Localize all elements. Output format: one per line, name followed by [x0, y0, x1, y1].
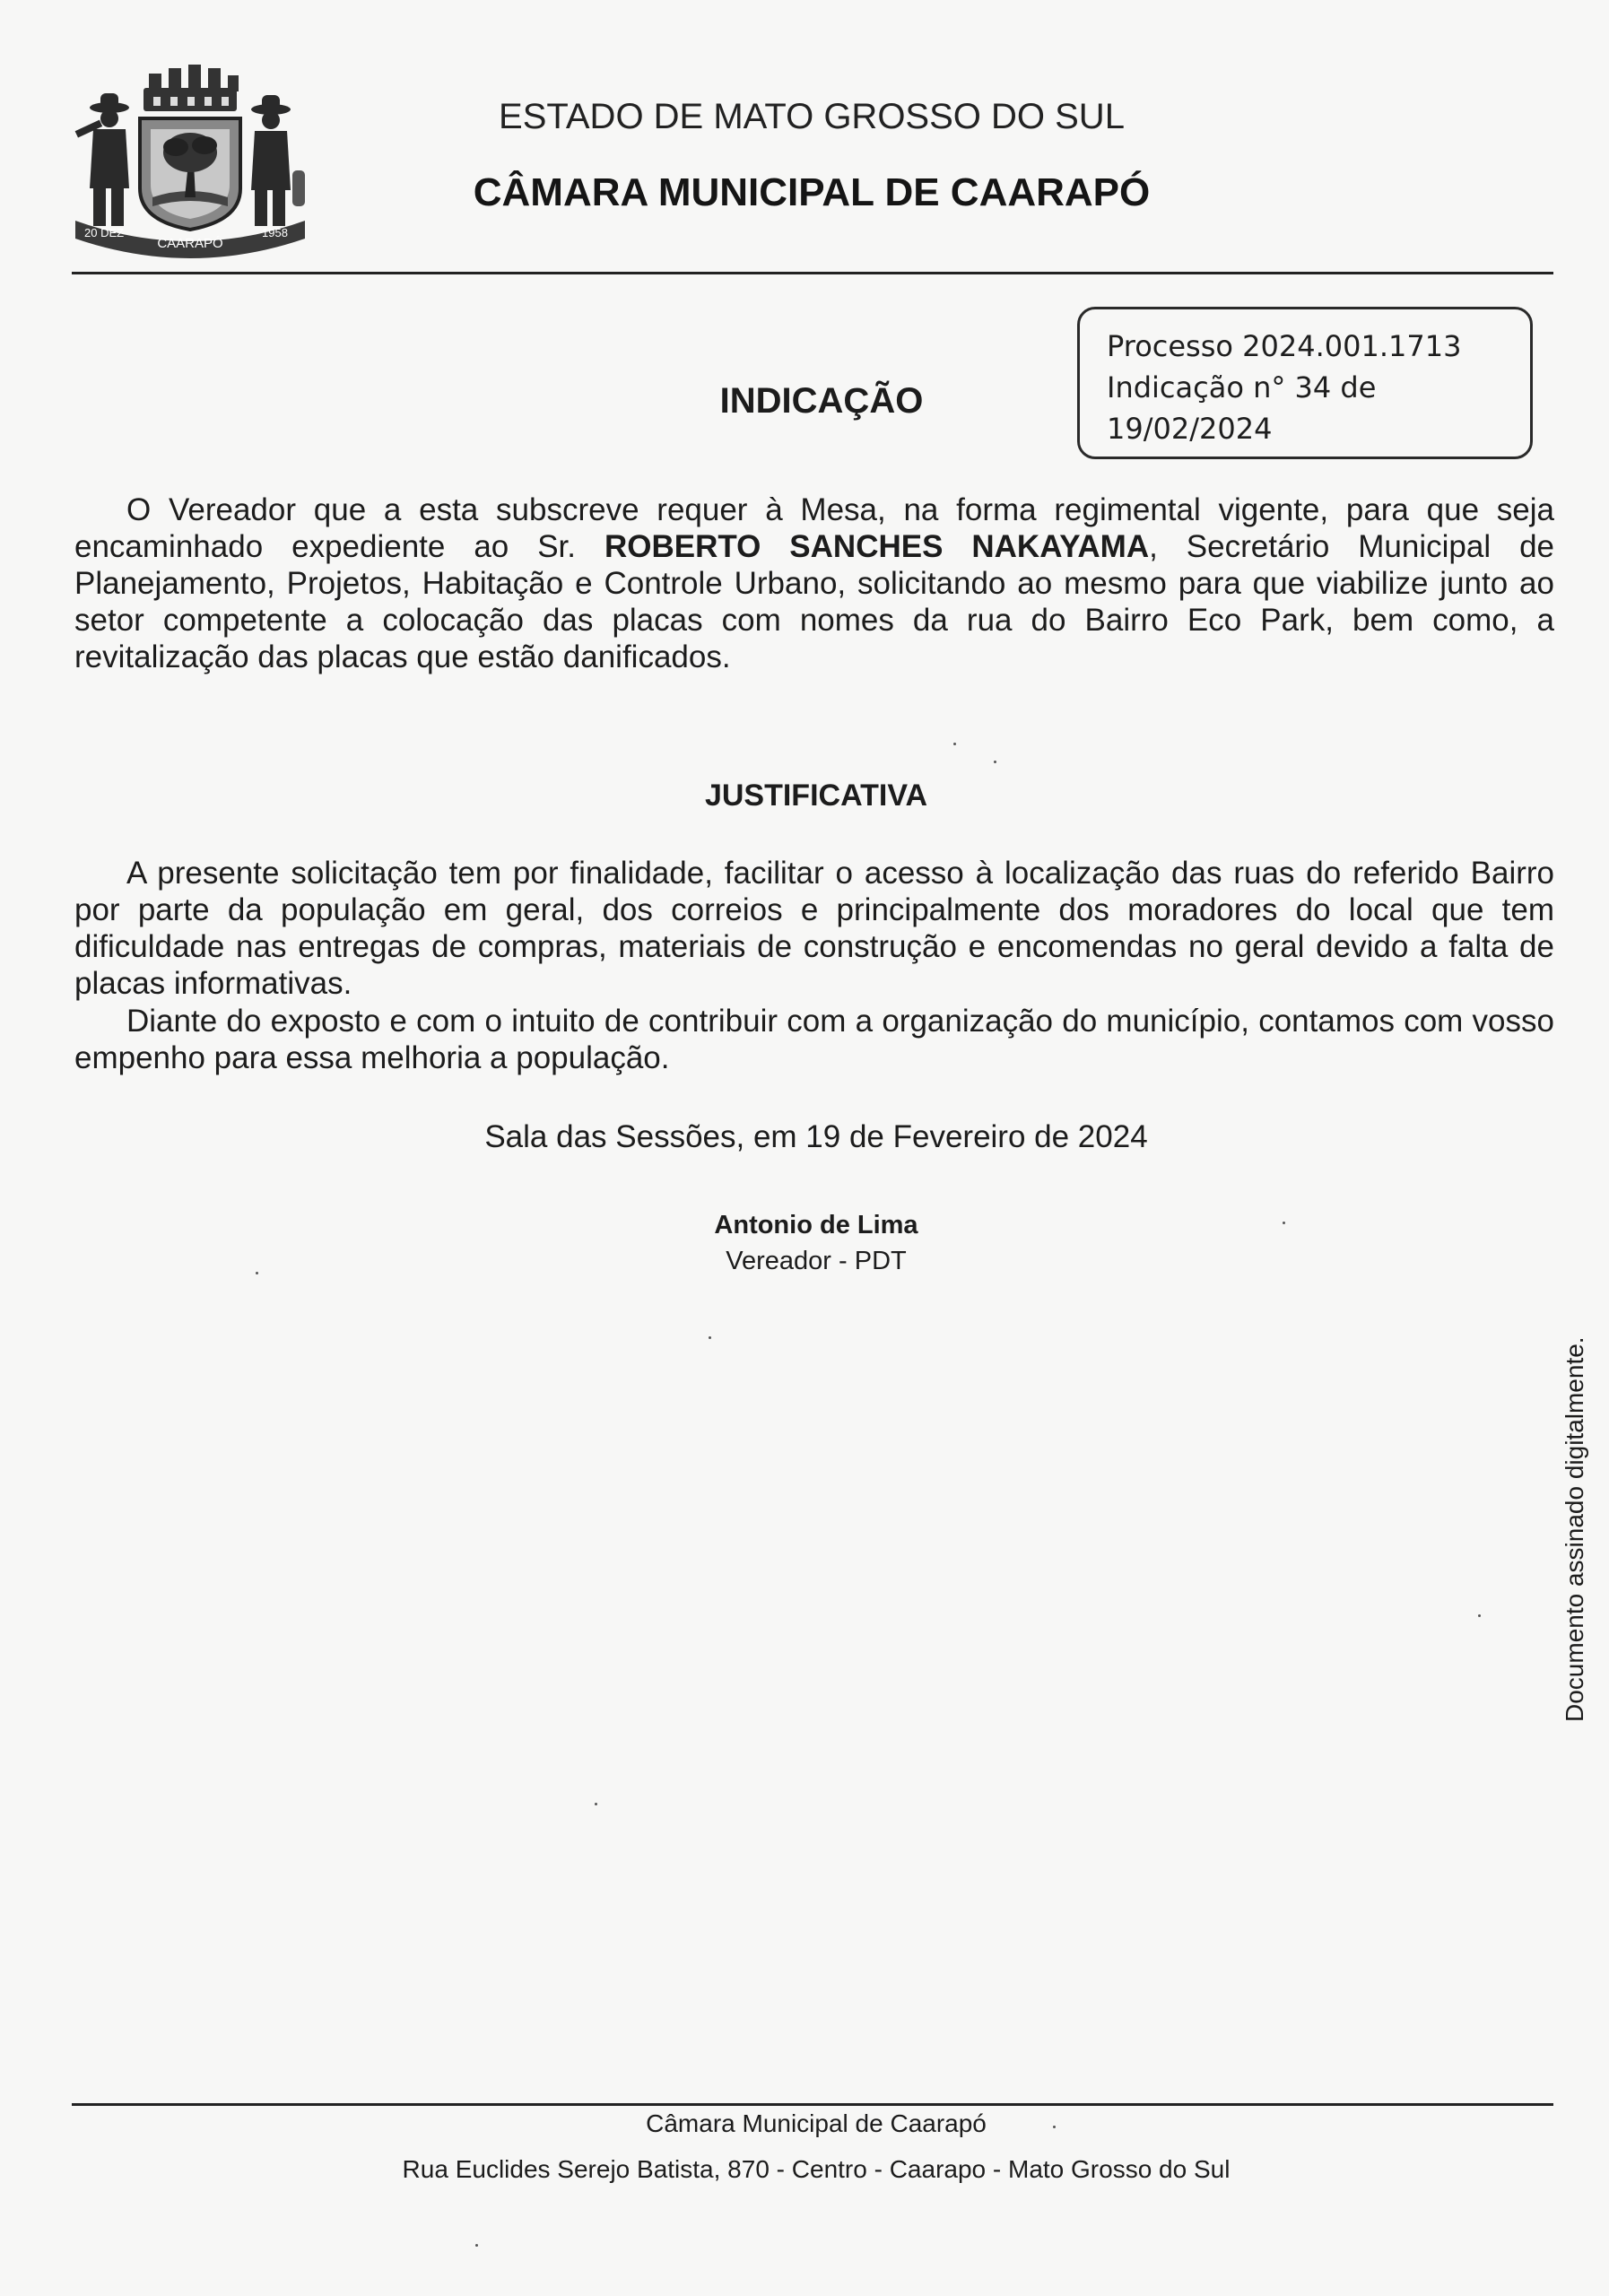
- justificativa-text-1: A presente solicitação tem por finalidade, facilitar o acesso à localização das ruas do referido Bairro por parte da população em geral, dos correios e principalmente dos moradores do local que tem dificuldade nas entregas de compras, materiais de construção e encomendas no geral devido a falta de placas informativas.: [74, 856, 1554, 1001]
- scan-speck: [256, 1272, 258, 1274]
- scan-speck: [475, 2244, 478, 2247]
- justificativa-title: JUSTIFICATIVA: [704, 778, 928, 813]
- scan-speck: [1478, 1614, 1481, 1617]
- session-date: Sala das Sessões, em 19 de Fevereiro de 2024: [484, 1119, 1148, 1154]
- signer-name: Antonio de Lima: [714, 1211, 918, 1239]
- scan-speck: [709, 1336, 711, 1339]
- municipal-crest-logo: [70, 63, 310, 258]
- header-chamber: CÂMARA MUNICIPAL DE CAARAPÓ: [473, 170, 1151, 214]
- justificativa-text-2: Diante do exposto e com o intuito de contribuir com a organização do município, contamos com vosso empenho para essa melhoria a população.: [74, 1004, 1554, 1075]
- footer-divider: [72, 2103, 1553, 2106]
- footer-address: Rua Euclides Serejo Batista, 870 - Centro - Caarapo - Mato Grosso do Sul: [402, 2155, 1231, 2183]
- signer-role: Vereador - PDT: [726, 1247, 907, 1275]
- process-stamp-box: [1077, 307, 1533, 459]
- scan-speck: [595, 1803, 597, 1805]
- indication-date: 19/02/2024: [1107, 412, 1273, 446]
- crest-banner-left: 20 DEZ: [84, 226, 125, 239]
- crest-banner-center: CAARAPÓ: [157, 236, 223, 251]
- scan-speck: [953, 743, 956, 745]
- digital-signature-note: Documento assinado digitalmente.: [1561, 1336, 1588, 1722]
- justificativa-paragraph-2: [74, 1003, 1554, 1076]
- indicacao-title: INDICAÇÃO: [719, 381, 924, 421]
- header-divider: [72, 272, 1553, 274]
- scan-speck: [1283, 1222, 1285, 1224]
- scan-speck: [994, 761, 996, 763]
- crest-banner-right: 1958: [262, 226, 288, 239]
- indicacao-paragraph: [74, 491, 1554, 675]
- indicacao-text-after: , Secretário Municipal de Planejamento, Projetos, Habitação e Controle Urbano, solicitando ao mesmo para que viabilize junto ao setor competente a colocação das placas com nomes da rua do Bairro Eco Park, bem como, a revitalização das placas que estão danificados.: [74, 529, 1555, 674]
- recipient-name: ROBERTO SANCHES NAKAYAMA: [604, 529, 1150, 564]
- footer-institution: Câmara Municipal de Caarapó: [646, 2109, 987, 2137]
- indicacao-text-before: O Vereador que a esta subscreve requer à Mesa, na forma regimental vigente, para que seja encaminhado expediente ao Sr.: [74, 492, 1554, 564]
- indication-number: Indicação n° 34 de: [1107, 370, 1377, 404]
- justificativa-paragraph-1: [74, 855, 1554, 1002]
- scan-speck: [1053, 2126, 1056, 2128]
- process-number: Processo 2024.001.1713: [1107, 329, 1462, 363]
- header-state: ESTADO DE MATO GROSSO DO SUL: [499, 97, 1125, 136]
